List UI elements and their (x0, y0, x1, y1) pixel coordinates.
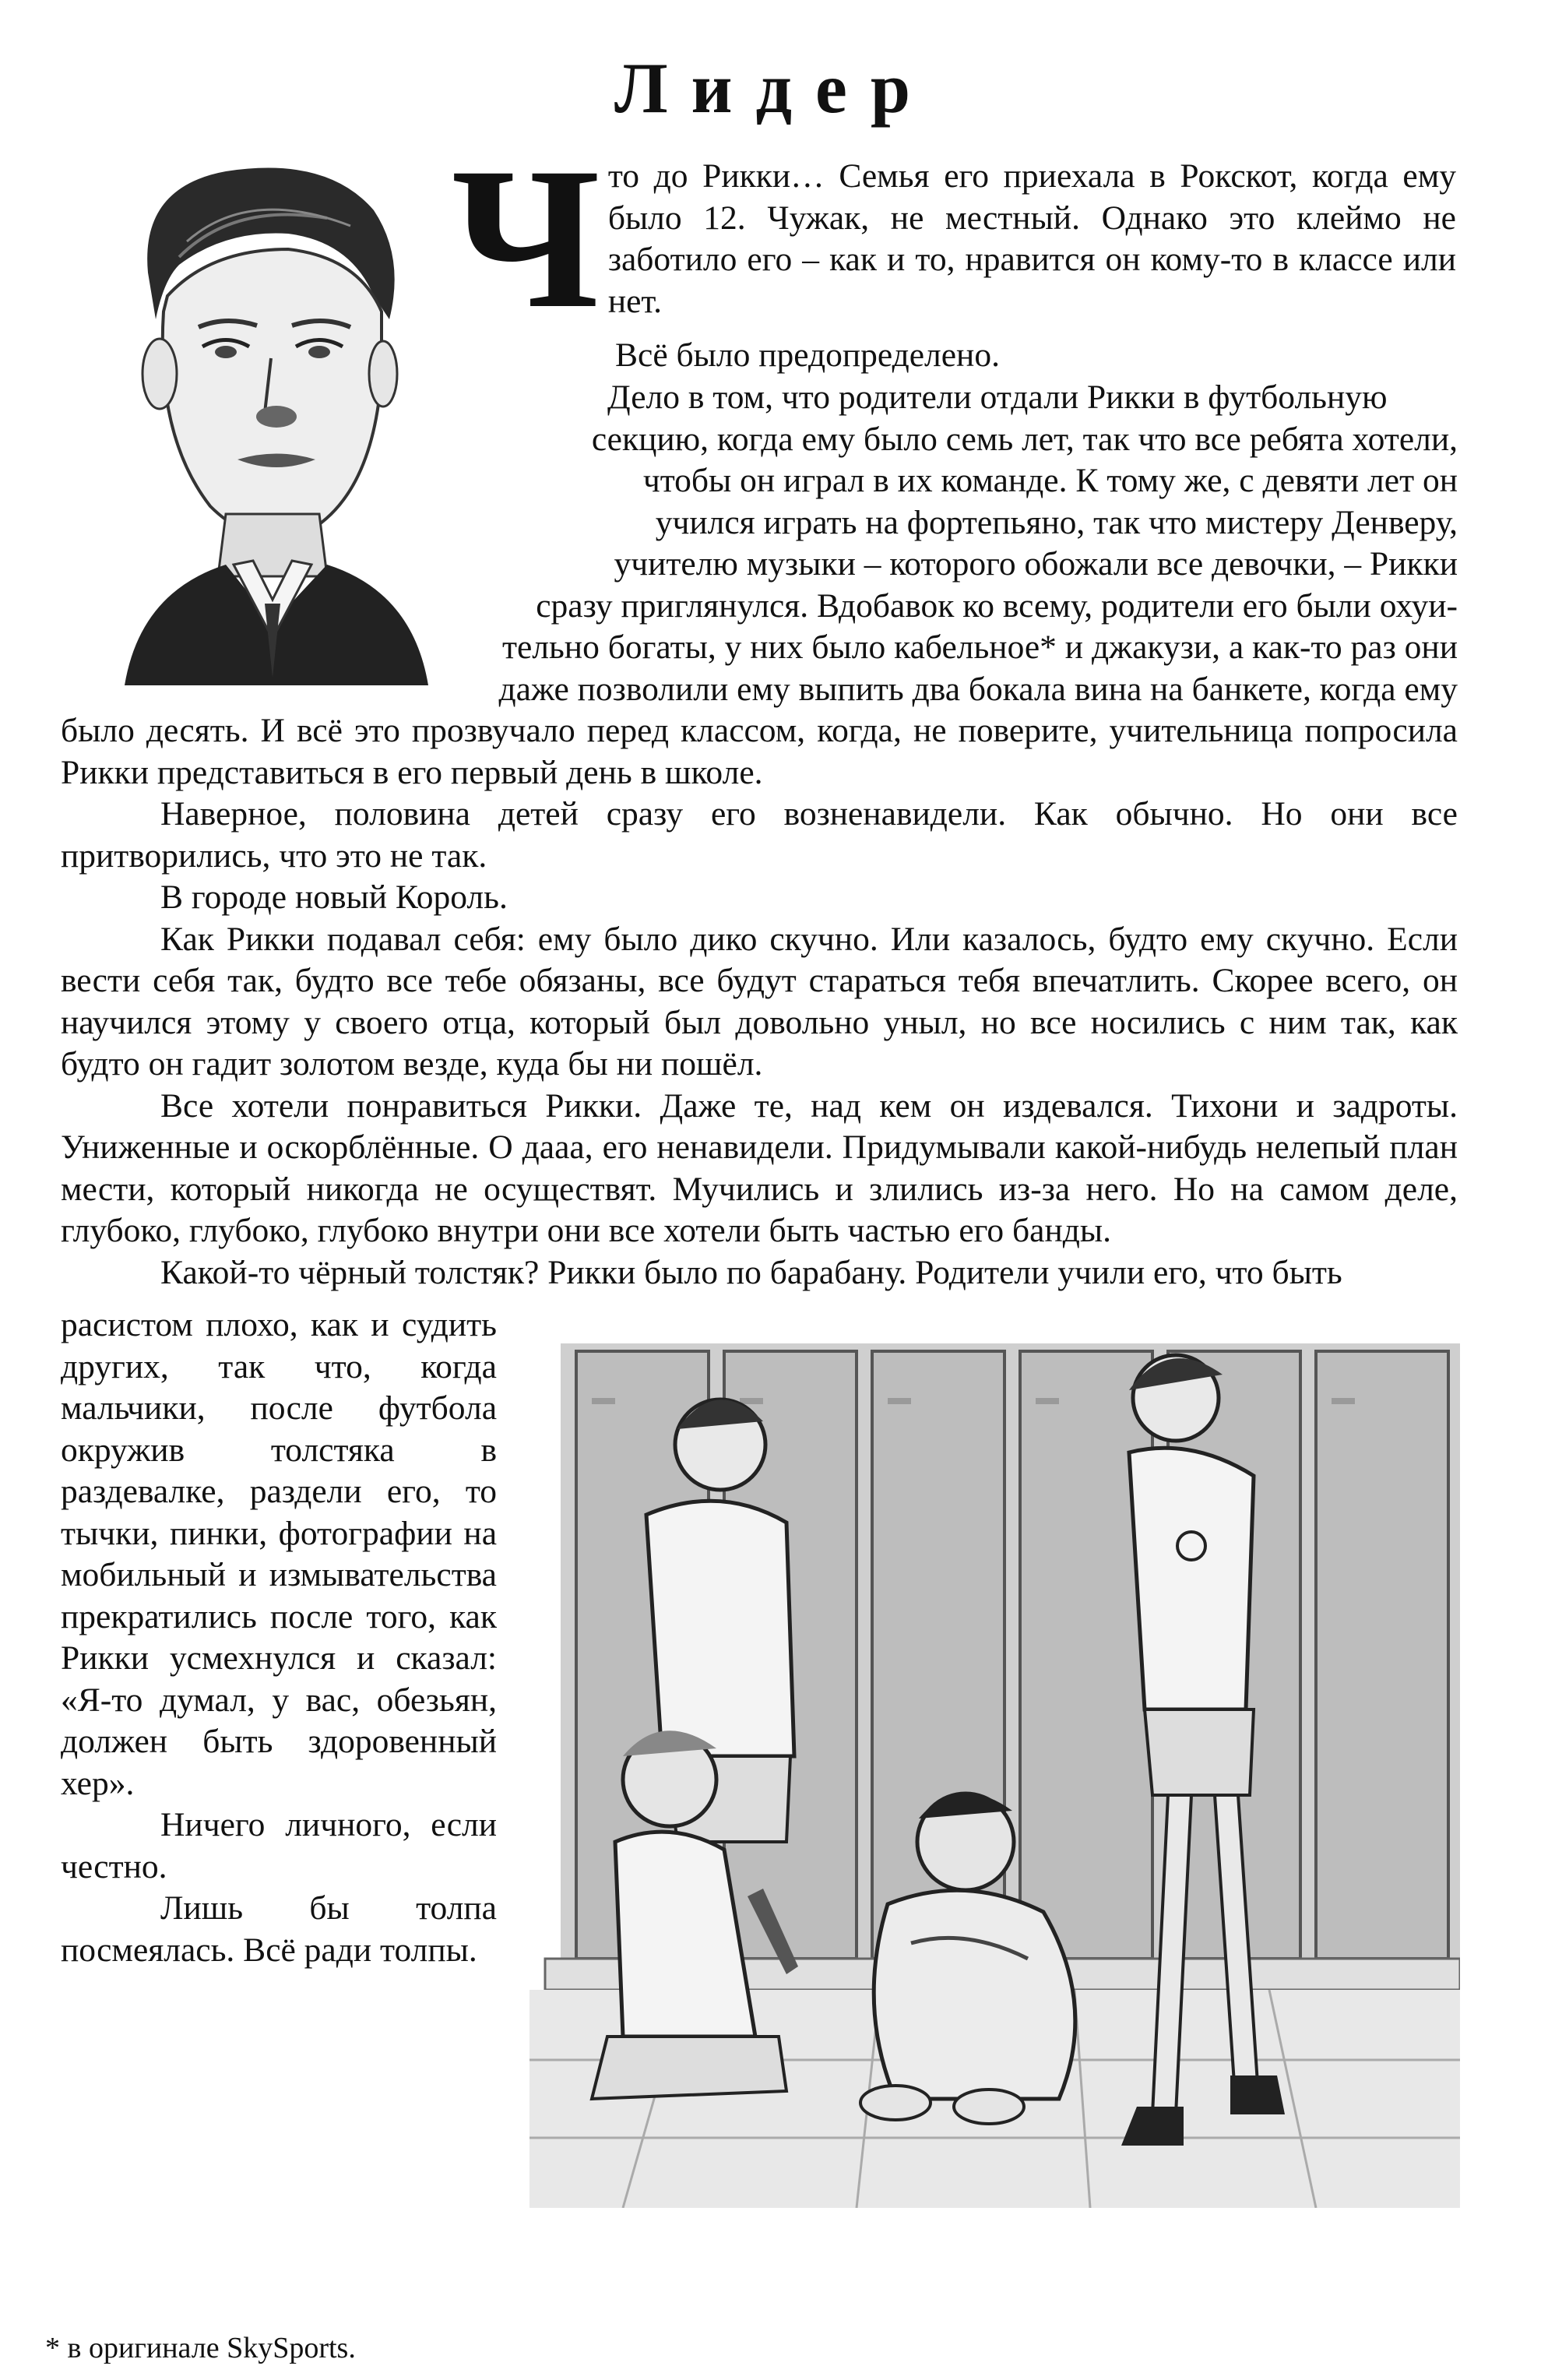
paragraph-9: Ничего личного, если честно. (61, 1806, 497, 1885)
paragraph-5: В городе новый Король. (160, 878, 508, 916)
footnote: * в оригинале SkySports. (45, 2332, 356, 2364)
paragraph-4: Наверное, половина детей сразу его возненавидели. Как обычно. Но они все притворились, что это не так. (61, 795, 1458, 875)
paragraph-6: Как Рикки подавал себя: ему было дико скучно. Или казалось, будто ему скучно. Если вести себя так, будто все тебе обязаны, все будут стараться тебя впечатлить. Скорее всего, он научился этому у своего отца, который был довольно уныл, но все носились с ним так, как будто он гадит золотом везде, куда бы ни пошёл. (61, 920, 1458, 1083)
paragraph-10: Лишь бы толпа посмеялась. Всё ради толпы. (61, 1889, 497, 1969)
paragraph-1: то до Рикки… Семья его приехала в Рокскот, когда ему было 12. Чужак, не местный. Однако это клеймо не заботило его – как и то, нравится он кому-то в классе или нет. (607, 157, 1456, 320)
paragraph-8-first-line: Какой-то чёрный толстяк? Рикки было по барабану. Родители учили его, что быть (160, 1253, 1342, 1291)
page-title: Лидер (614, 48, 934, 128)
locker-room-illustration (529, 1336, 1460, 2208)
body-text (61, 710, 1458, 1294)
paragraph-3-end: было десять. И всё это прозвучало перед классом, когда, не поверите, учительница попросила Рикки представиться в его первый день в школе. (61, 712, 1458, 791)
intro-paragraph (452, 126, 1456, 350)
portrait-illustration (93, 140, 436, 685)
drop-cap: Ч (452, 126, 600, 350)
paragraph-8-column: расистом плохо, как и судить других, так что, когда мальчики, после футбола окружив толстяка в раздевалке, раздели его, то тычки, пинки, фотографии на мобильный и измывательства прекратились после того, как Рикки усмехнулся и сказал: «Я-то думал, у вас, обезьян, должен быть здоровенный хер». (61, 1306, 497, 1802)
column-text (61, 1304, 497, 1971)
paragraph-2: Всё было предопределено. (615, 336, 1000, 374)
paragraph-3-start: Дело в том, что родители отдали Рикки в футбольную секцию, когда ему было семь лет, так что все ребята хотели, чтобы он играл в их команде. К тому же, с девяти лет он учился играть на фортепьяно, так что мистеру Денверу, учителю музыки – которого обожали все девочки, – Рикки сразу приглянулся. Вдобавок ко всему, родители его были охуи- тельно богаты, у них было кабельное* и джакузи, а как-то раз они даже позволили ему выпить два бокала вина на банкете, когда ему (498, 378, 1458, 708)
paragraph-7: Все хотели понравиться Рикки. Даже те, над кем он издевался. Тихони и задроты. Униженные и оскорблённые. О дааа, его ненавидели. Придумывали какой-нибудь нелепый план мести, который никогда не осуществят. Мучились и злились из-за него. Но на самом деле, глубоко, глубоко, глубоко внутри они все хотели быть частью его банды. (61, 1086, 1458, 1249)
